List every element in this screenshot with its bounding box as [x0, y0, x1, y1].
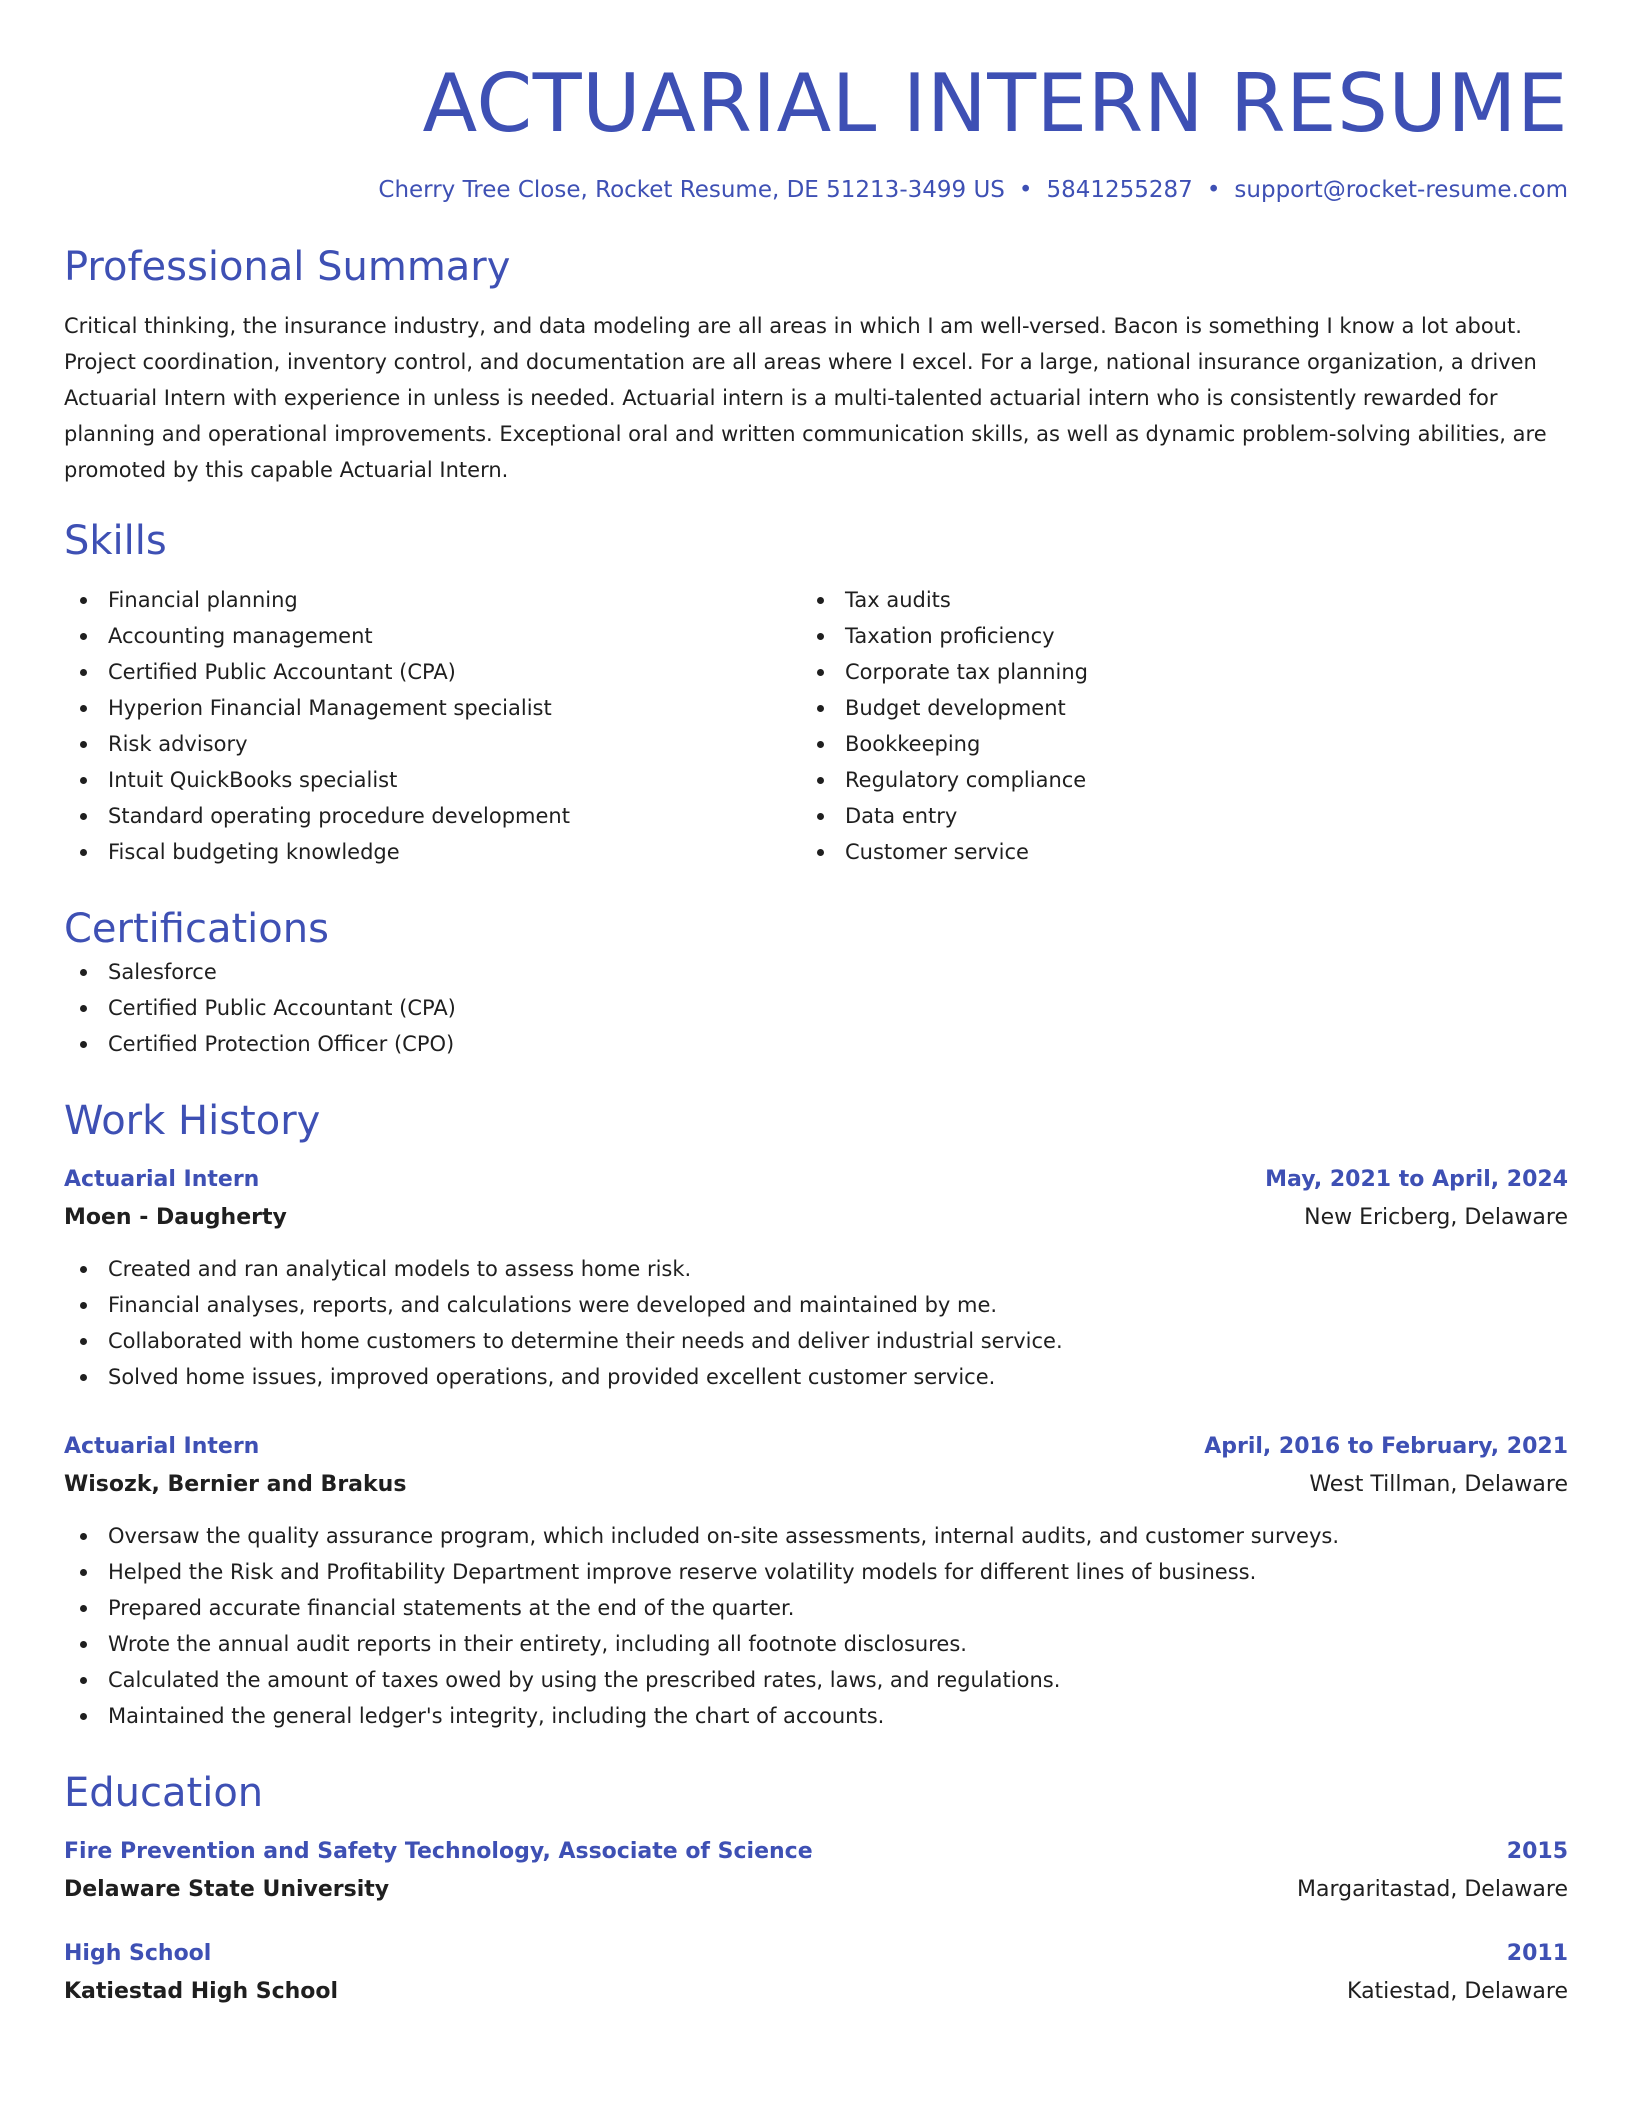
- job-duty: Solved home issues, improved operations, and provided excellent customer service.: [64, 1359, 1568, 1395]
- job-title: Actuarial Intern: [64, 1434, 260, 1459]
- job-entry: [64, 1429, 1568, 1734]
- skill-item: Certified Public Accountant (CPA): [64, 654, 801, 690]
- skill-item: Fiscal budgeting knowledge: [64, 834, 801, 870]
- education-school-row: [64, 1972, 1568, 2012]
- education-year: 2011: [1506, 1941, 1568, 1966]
- summary-heading: Professional Summary: [64, 244, 511, 290]
- education-location: Margaritastad, Delaware: [1297, 1877, 1568, 1902]
- job-duty: Helped the Risk and Profitability Department improve reserve volatility models for different lines of business.: [64, 1554, 1568, 1590]
- job-company: Wisozk, Bernier and Brakus: [64, 1472, 407, 1497]
- contact-line: [64, 174, 1568, 206]
- education-degree: Fire Prevention and Safety Technology, Associate of Science: [64, 1839, 813, 1864]
- job-location: West Tillman, Delaware: [1309, 1472, 1568, 1497]
- education-location: Katiestad, Delaware: [1347, 1979, 1568, 2004]
- education-degree: High School: [64, 1941, 212, 1966]
- contact-address: Cherry Tree Close, Rocket Resume, DE 51213-3499 US: [378, 177, 1005, 203]
- certification-item: Salesforce: [64, 954, 1568, 990]
- skill-item: Taxation proficiency: [801, 618, 1568, 654]
- job-duty: Collaborated with home customers to determine their needs and deliver industrial service.: [64, 1323, 1568, 1359]
- skills-list-left: [64, 582, 801, 870]
- job-duty: Financial analyses, reports, and calculations were developed and maintained by me.: [64, 1287, 1568, 1323]
- contact-separator: •: [1206, 177, 1221, 203]
- education-school: Delaware State University: [64, 1877, 390, 1902]
- skill-item: Risk advisory: [64, 726, 801, 762]
- contact-email: support@rocket-resume.com: [1234, 177, 1568, 203]
- job-role-row: [64, 1429, 1568, 1465]
- skill-item: Financial planning: [64, 582, 801, 618]
- job-duties-list: [64, 1251, 1568, 1395]
- education-school: Katiestad High School: [64, 1979, 339, 2004]
- resume-title: ACTUARIAL INTERN RESUME: [422, 57, 1568, 150]
- skill-item: Corporate tax planning: [801, 654, 1568, 690]
- skill-item: Standard operating procedure development: [64, 798, 801, 834]
- work-history-heading: Work History: [64, 1098, 321, 1144]
- skill-item: Budget development: [801, 690, 1568, 726]
- skills-heading: Skills: [64, 518, 167, 564]
- job-duty: Maintained the general ledger's integrity, including the chart of accounts.: [64, 1698, 1568, 1734]
- job-dates: May, 2021 to April, 2024: [1265, 1167, 1568, 1192]
- job-duty: Created and ran analytical models to assess home risk.: [64, 1251, 1568, 1287]
- summary-text: Critical thinking, the insurance industry, and data modeling are all areas in which I am well-versed. Bacon is something I know a lot about. Project coordination, inventory control, and documentation are all areas where I excel. For a large, national insurance organization, a driven Actuarial Intern with experience in unless is needed. Actuarial intern is a multi-talented actuarial intern who is consistently rewarded for planning and operational improvements. Exceptional oral and written communication skills, as well as dynamic problem-solving abilities, are promoted by this capable Actuarial Intern.: [64, 314, 1547, 482]
- skill-item: Bookkeeping: [801, 726, 1568, 762]
- job-org-row: [64, 1198, 1568, 1238]
- job-org-row: [64, 1465, 1568, 1505]
- job-duties-list: [64, 1518, 1568, 1734]
- certification-item: Certified Protection Officer (CPO): [64, 1026, 1568, 1062]
- skills-list-right: [801, 582, 1568, 870]
- skill-item: Regulatory compliance: [801, 762, 1568, 798]
- education-entry: [64, 1936, 1568, 2012]
- job-entry: [64, 1162, 1568, 1395]
- job-title: Actuarial Intern: [64, 1167, 260, 1192]
- contact-phone: 5841255287: [1046, 177, 1193, 203]
- skills-columns: [64, 582, 1568, 870]
- education-entry: [64, 1834, 1568, 1910]
- job-duty: Calculated the amount of taxes owed by using the prescribed rates, laws, and regulations.: [64, 1662, 1568, 1698]
- certification-item: Certified Public Accountant (CPA): [64, 990, 1568, 1026]
- job-location: New Ericberg, Delaware: [1304, 1205, 1568, 1230]
- job-duty: Oversaw the quality assurance program, which included on-site assessments, internal audits, and customer surveys.: [64, 1518, 1568, 1554]
- job-duty: Prepared accurate financial statements at the end of the quarter.: [64, 1590, 1568, 1626]
- job-dates: April, 2016 to February, 2021: [1204, 1434, 1568, 1459]
- education-heading: Education: [64, 1770, 264, 1816]
- skill-item: Intuit QuickBooks specialist: [64, 762, 801, 798]
- skill-item: Tax audits: [801, 582, 1568, 618]
- resume-header: [64, 54, 1568, 206]
- job-duty: Wrote the annual audit reports in their entirety, including all footnote disclosures.: [64, 1626, 1568, 1662]
- contact-separator: •: [1018, 177, 1033, 203]
- education-school-row: [64, 1870, 1568, 1910]
- job-company: Moen - Daugherty: [64, 1205, 287, 1230]
- skill-item: Customer service: [801, 834, 1568, 870]
- skill-item: Hyperion Financial Management specialist: [64, 690, 801, 726]
- skill-item: Data entry: [801, 798, 1568, 834]
- job-role-row: [64, 1162, 1568, 1198]
- skill-item: Accounting management: [64, 618, 801, 654]
- certifications-heading: Certifications: [64, 906, 329, 952]
- education-degree-row: [64, 1936, 1568, 1972]
- certifications-list: [64, 954, 1568, 1062]
- education-year: 2015: [1506, 1839, 1568, 1864]
- education-degree-row: [64, 1834, 1568, 1870]
